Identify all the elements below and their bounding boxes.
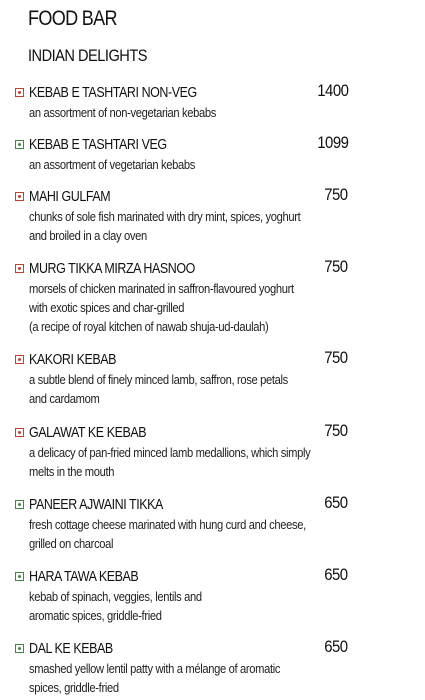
veg-marker-icon: [15, 572, 24, 581]
description-line: chunks of sole fish marinated with dry mint, spices, yoghurt: [29, 209, 301, 224]
item-description: [29, 587, 321, 625]
item-price: 750: [324, 257, 348, 276]
nonveg-marker-icon: [15, 192, 24, 201]
item-price: 650: [324, 637, 348, 656]
description-line: a subtle blend of finely minced lamb, saffron, rose petals: [29, 372, 288, 387]
veg-marker-icon: [15, 140, 24, 149]
marker-dot: [18, 143, 21, 146]
item-description: [29, 207, 321, 245]
marker-dot: [18, 503, 21, 506]
description-line: an assortment of vegetarian kebabs: [29, 157, 196, 172]
item-name: GALAWAT KE KEBAB: [29, 425, 147, 441]
description-line: aromatic spices, griddle-fried: [29, 608, 162, 623]
nonveg-marker-icon: [15, 264, 24, 273]
marker-dot: [18, 575, 21, 578]
page-title: FOOD BAR: [28, 7, 117, 30]
item-description: [29, 659, 321, 697]
marker-dot: [18, 647, 21, 650]
description-line: morsels of chicken marinated in saffron-flavoured yoghurt: [29, 281, 294, 296]
item-name: DAL KE KEBAB: [29, 641, 113, 657]
item-price: 750: [324, 421, 348, 440]
description-line: (a recipe of royal kitchen of nawab shuja-ud-daulah): [29, 319, 269, 334]
item-price: 1400: [316, 81, 348, 100]
description-line: grilled on charcoal: [29, 536, 114, 551]
item-name: MAHI GULFAM: [29, 189, 111, 205]
item-price: 750: [324, 348, 348, 367]
description-line: a delicacy of pan-fried minced lamb medallions, which simply: [29, 445, 311, 460]
description-line: melts in the mouth: [29, 464, 115, 479]
item-name: KEBAB E TASHTARI VEG: [29, 137, 167, 153]
item-description: [29, 515, 321, 553]
item-name: MURG TIKKA MIRZA HASNOO: [29, 261, 195, 277]
item-description: [29, 443, 321, 481]
nonveg-marker-icon: [15, 428, 24, 437]
nonveg-marker-icon: [15, 88, 24, 97]
description-line: with exotic spices and char-grilled: [29, 300, 185, 315]
description-line: kebab of spinach, veggies, lentils and: [29, 589, 202, 604]
section-title: INDIAN DELIGHTS: [28, 46, 147, 65]
item-price: 1099: [316, 133, 348, 152]
item-description: [29, 370, 321, 408]
marker-dot: [18, 91, 21, 94]
item-description: [29, 155, 321, 174]
item-price: 750: [324, 185, 348, 204]
description-line: and cardamom: [29, 391, 100, 406]
item-name: HARA TAWA KEBAB: [29, 569, 139, 585]
description-line: and broiled in a clay oven: [29, 228, 147, 243]
item-price: 650: [324, 493, 348, 512]
description-line: fresh cottage cheese marinated with hung curd and cheese,: [29, 517, 306, 532]
item-price: 650: [324, 565, 348, 584]
item-description: [29, 279, 321, 336]
marker-dot: [18, 267, 21, 270]
item-name: KAKORI KEBAB: [29, 352, 117, 368]
description-line: an assortment of non-vegetarian kebabs: [29, 105, 217, 120]
nonveg-marker-icon: [15, 355, 24, 364]
veg-marker-icon: [15, 644, 24, 653]
marker-dot: [18, 358, 21, 361]
marker-dot: [18, 195, 21, 198]
description-line: smashed yellow lentil patty with a mélange of aromatic: [29, 661, 281, 676]
item-description: [29, 103, 321, 122]
marker-dot: [18, 431, 21, 434]
item-name: KEBAB E TASHTARI NON-VEG: [29, 85, 197, 101]
item-name: PANEER AJWAINI TIKKA: [29, 497, 163, 513]
veg-marker-icon: [15, 500, 24, 509]
description-line: spices, griddle-fried: [29, 680, 119, 695]
